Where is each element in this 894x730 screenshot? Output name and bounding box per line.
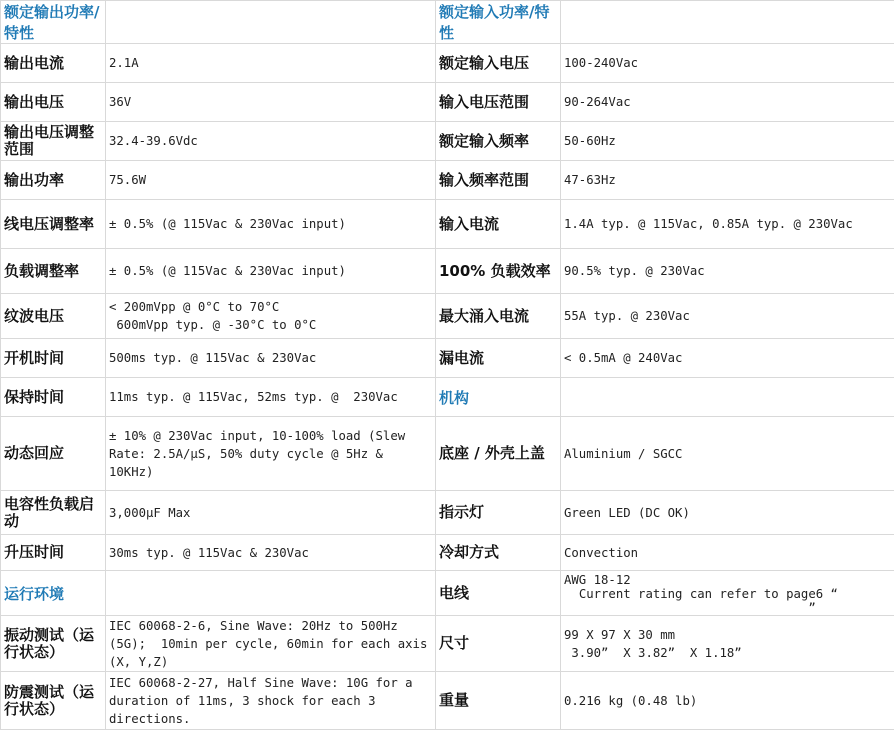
environment-section-title: 运行环境 — [1, 571, 106, 616]
empty-cell — [561, 378, 894, 417]
output-section-title: 额定输出功率/特性 — [1, 1, 106, 44]
ripple-voltage-label: 纹波电压 — [1, 294, 106, 339]
output-power-label: 输出功率 — [1, 161, 106, 200]
startup-time-label: 开机时间 — [1, 339, 106, 378]
dimensions-label: 尺寸 — [436, 616, 561, 672]
output-voltage-label: 输出电压 — [1, 83, 106, 122]
output-voltage-adjust-value: 32.4-39.6Vdc — [106, 122, 436, 161]
inrush-current-value: 55A typ. @ 230Vac — [561, 294, 894, 339]
chassis-cover-value: Aluminium / SGCC — [561, 417, 894, 491]
wire-label: 电线 — [436, 571, 561, 616]
rated-input-frequency-label: 额定输入频率 — [436, 122, 561, 161]
table-row — [1, 1, 894, 44]
input-voltage-range-value: 90-264Vac — [561, 83, 894, 122]
line-regulation-label: 线电压调整率 — [1, 200, 106, 249]
empty-cell — [106, 1, 436, 44]
capacitive-load-label: 电容性负载启动 — [1, 491, 106, 535]
input-voltage-range-label: 输入电压范围 — [436, 83, 561, 122]
inrush-current-label: 最大涌入电流 — [436, 294, 561, 339]
startup-time-value: 500ms typ. @ 115Vac & 230Vac — [106, 339, 436, 378]
table-row — [1, 417, 894, 491]
table-row — [1, 294, 894, 339]
table-row — [1, 200, 894, 249]
dimensions-value: 99 X 97 X 30 mm 3.90” X 3.82” X 1.18” — [561, 616, 894, 672]
table-row — [1, 535, 894, 571]
ripple-voltage-value: < 200mVpp @ 0°C to 70°C 600mVpp typ. @ -30°C to 0°C — [106, 294, 436, 339]
rated-input-voltage-label: 额定输入电压 — [436, 44, 561, 83]
output-current-value: 2.1A — [106, 44, 436, 83]
vibration-test-label: 振动测试（运行状态） — [1, 616, 106, 672]
hold-time-value: 11ms typ. @ 115Vac, 52ms typ. @ 230Vac — [106, 378, 436, 417]
table-row — [1, 339, 894, 378]
vibration-test-value: IEC 60068-2-6, Sine Wave: 20Hz to 500Hz (5G); 10min per cycle, 60min for each axis (X, Y,Z) — [106, 616, 436, 672]
output-voltage-adjust-label: 输出电压调整范围 — [1, 122, 106, 161]
hold-time-label: 保持时间 — [1, 378, 106, 417]
input-frequency-range-value: 47-63Hz — [561, 161, 894, 200]
leakage-current-value: < 0.5mA @ 240Vac — [561, 339, 894, 378]
dynamic-response-label: 动态回应 — [1, 417, 106, 491]
efficiency-label: 100% 负载效率 — [436, 249, 561, 294]
input-section-title: 额定输入功率/特性 — [436, 1, 561, 44]
shock-test-label: 防震测试（运行状态） — [1, 672, 106, 730]
line-regulation-value: ± 0.5% (@ 115Vac & 230Vac input) — [106, 200, 436, 249]
rise-time-value: 30ms typ. @ 115Vac & 230Vac — [106, 535, 436, 571]
wire-value: AWG 18-12 Current rating can refer to page6 “ ” — [561, 571, 894, 616]
chassis-cover-label: 底座 / 外壳上盖 — [436, 417, 561, 491]
table-row — [1, 616, 894, 672]
weight-label: 重量 — [436, 672, 561, 730]
input-current-value: 1.4A typ. @ 115Vac, 0.85A typ. @ 230Vac — [561, 200, 894, 249]
table-row — [1, 491, 894, 535]
table-row — [1, 161, 894, 200]
capacitive-load-value: 3,000µF Max — [106, 491, 436, 535]
weight-value: 0.216 kg (0.48 lb) — [561, 672, 894, 730]
table-row — [1, 672, 894, 730]
output-voltage-value: 36V — [106, 83, 436, 122]
efficiency-value: 90.5% typ. @ 230Vac — [561, 249, 894, 294]
rated-input-frequency-value: 50-60Hz — [561, 122, 894, 161]
shock-test-value: IEC 60068-2-27, Half Sine Wave: 10G for a duration of 11ms, 3 shock for each 3 directions. — [106, 672, 436, 730]
table-row — [1, 571, 894, 616]
rated-input-voltage-value: 100-240Vac — [561, 44, 894, 83]
indicator-label: 指示灯 — [436, 491, 561, 535]
empty-cell — [561, 1, 894, 44]
table-row — [1, 83, 894, 122]
rise-time-label: 升压时间 — [1, 535, 106, 571]
load-regulation-label: 负载调整率 — [1, 249, 106, 294]
leakage-current-label: 漏电流 — [436, 339, 561, 378]
table-row — [1, 44, 894, 83]
table-row — [1, 378, 894, 417]
dynamic-response-value: ± 10% @ 230Vac input, 10-100% load (Slew Rate: 2.5A/µS, 50% duty cycle @ 5Hz & 10KHz) — [106, 417, 436, 491]
load-regulation-value: ± 0.5% (@ 115Vac & 230Vac input) — [106, 249, 436, 294]
output-current-label: 输出电流 — [1, 44, 106, 83]
indicator-value: Green LED (DC OK) — [561, 491, 894, 535]
cooling-value: Convection — [561, 535, 894, 571]
input-frequency-range-label: 输入频率范围 — [436, 161, 561, 200]
empty-cell — [106, 571, 436, 616]
input-current-label: 输入电流 — [436, 200, 561, 249]
table-row — [1, 249, 894, 294]
mechanical-section-title: 机构 — [436, 378, 561, 417]
cooling-label: 冷却方式 — [436, 535, 561, 571]
table-row — [1, 122, 894, 161]
output-power-value: 75.6W — [106, 161, 436, 200]
